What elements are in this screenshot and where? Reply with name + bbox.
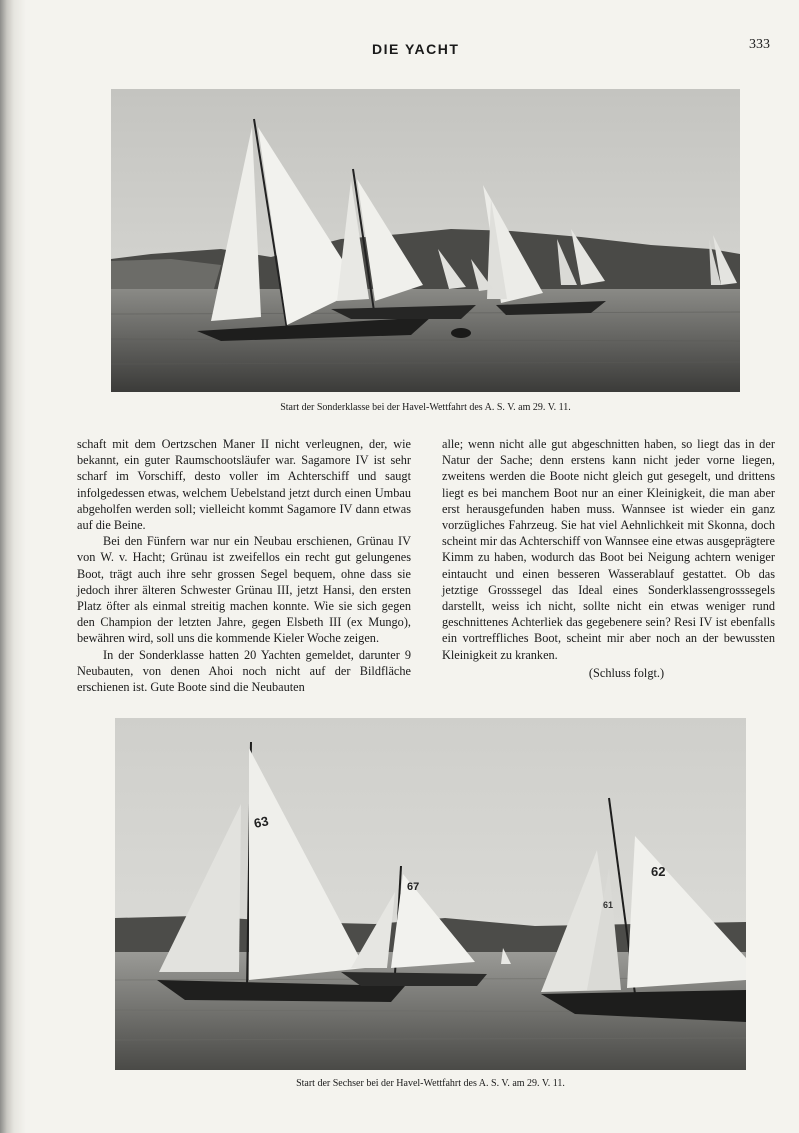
paragraph: alle; wenn nicht alle gut abgeschnitten haben, so liegt das in der Natur der Sache; denn erstens kann nicht jeder vorne liegen, zweitens werden die Boote nicht gleich gut gesegelt, und drittens liegt es bei manchem Boot nur an einer Kleinigkeit, die man aber erst herausgefunden haben muss. Wannsee ist wieder ein ganz vorzügliches Fahrzeug. Sie hat viel Aehnlichkeit mit Skonna, doch scheint mir das Achterschiff von Wannsee eine etwas ausgeprägtere Kimm zu haben, wodurch das Boot bei Neigung achtern weniger eintaucht und einen besseren Wasserablauf gestattet. Ob das jetztige Grosssegel das Ideal eines Sonderklassengrosssegels darstellt, weiss ich nicht, sollte nicht ein etwas weniger rund geschnittenes Achterliek das gegebenere sein? Resi IV ist ebenfalls ein vortreffliches Boot, scheint mir aber noch an der bewussten Kleinigkeit zu kranken. [442, 437, 775, 662]
sail-number: 62 [651, 864, 666, 879]
figure-caption-top: Start der Sonderklasse bei der Havel-Wettfahrt des A. S. V. am 29. V. 11. [280, 402, 571, 413]
closing-note: (Schluss folgt.) [588, 665, 665, 680]
paragraph: Bei den Fünfern war nur ein Neubau erschienen, Grünau IV von W. v. Hacht; Grünau ist zweifellos ein recht gut gelungenes Boot, trägt auch ihre sehr grossen Segel bequem, ohne dass sie jedoch ihrer älteren Schwester Grünau III, jetzt Hansi, den ersten Platz öfter als einmal streitig machen konnte. Wie sie sich gegen den Champion der letzten Jahre, gegen Elsbeth III (ex Mungo), bewähren wird, soll uns die kommende Kieler Woche zeigen. [77, 534, 411, 646]
article-column-left [77, 436, 411, 695]
article-column-right [442, 436, 775, 681]
paragraph: schaft mit dem Oertzschen Maner II nicht verleugnen, der, wie bekannt, ein guter Raumschootsläufer war. Sagamore IV ist sehr scharf im Vorschiff, desto voller im Achterschiff und saugt infolgedessen etwas, welchem Uebelstand jetzt durch einen Umbau abgeholfen werden soll; vielleicht kommt Sagamore IV dann etwas auf die Beine. [77, 437, 411, 533]
sail-number: 63 [252, 813, 270, 831]
page-binding-shadow [0, 0, 26, 1133]
paragraph: In der Sonderklasse hatten 20 Yachten gemeldet, darunter 9 Neubauten, von denen Ahoi noch nicht auf der Bildfläche erschienen ist. Gute Boote sind die Neubauten [77, 647, 411, 695]
photo-sechser-start [115, 718, 746, 1070]
figure-caption-bottom: Start der Sechser bei der Havel-Wettfahrt des A. S. V. am 29. V. 11. [296, 1078, 565, 1089]
sail-number: 61 [603, 900, 614, 910]
page-number: 333 [749, 37, 770, 52]
sail-number: 67 [407, 881, 420, 893]
running-head: DIE YACHT [372, 41, 460, 57]
photo-sonderklasse-start [111, 89, 740, 392]
